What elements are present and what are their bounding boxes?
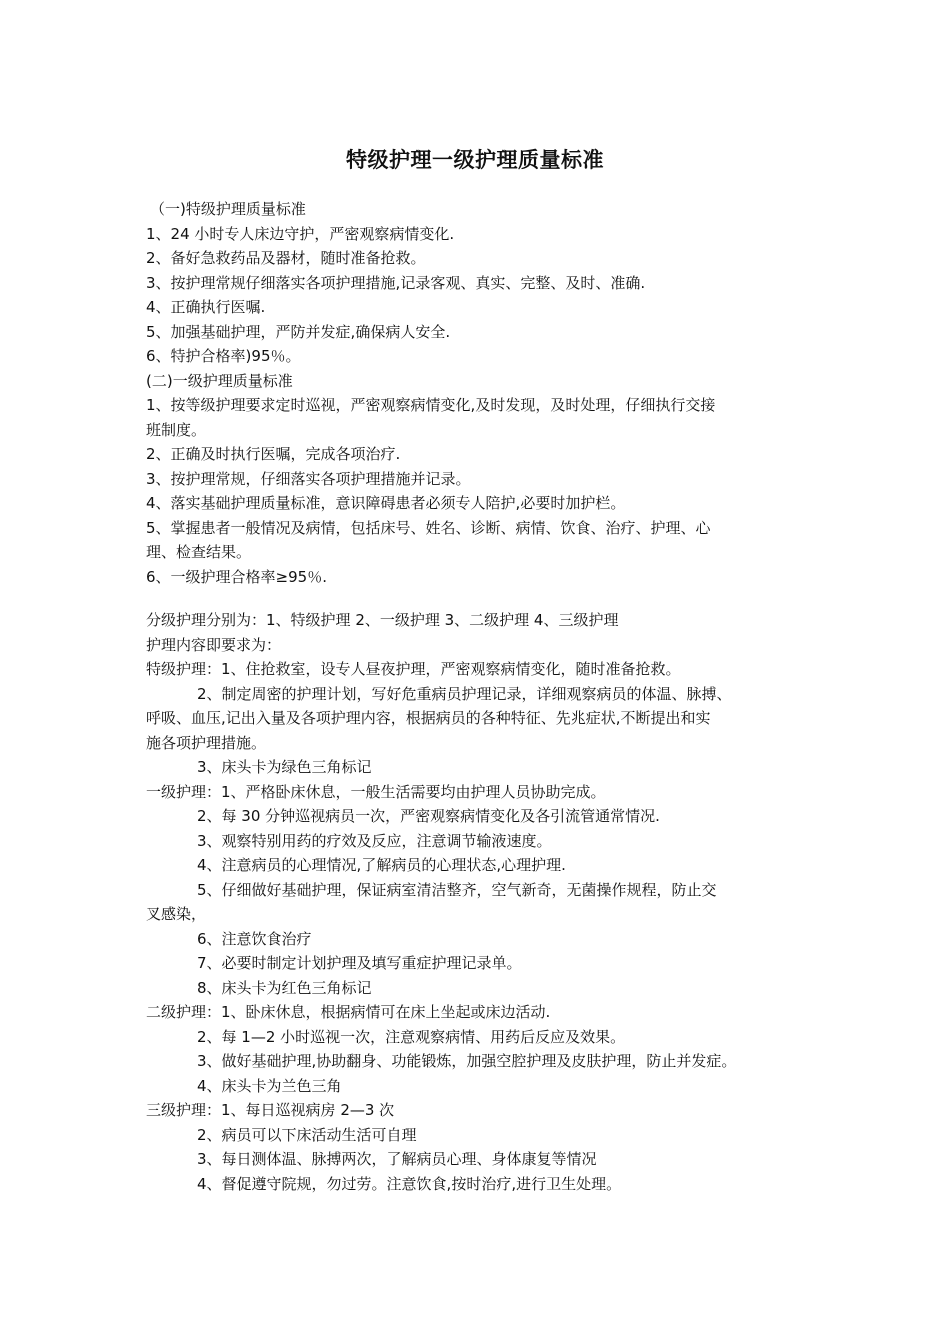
level1-care-item: 4、注意病员的心理情况,了解病员的心理状态,心理护理. [197, 856, 566, 874]
level2-care-item: 3、做好基础护理,协助翻身、功能锻炼，加强空腔护理及皮肤护理，防止并发症。 [197, 1052, 737, 1070]
level1-care-item: 5、仔细做好基础护理，保证病室清洁整齐，空气新奇，无菌操作规程，防止交 [197, 880, 717, 899]
section2-item: 1、按等级护理要求定时巡视，严密观察病情变化,及时发现，及时处理，仔细执行交接 [146, 396, 716, 414]
section1-item: 5、加强基础护理，严防并发症,确保病人安全. [146, 322, 451, 341]
special-care-item: 施各项护理措施。 [146, 733, 267, 752]
level1-care-item: 8、床头卡为红色三角标记 [197, 978, 372, 997]
level3-care-item: 2、病员可以下床活动生活可自理 [197, 1125, 417, 1144]
section2-item: 3、按护理常规，仔细落实各项护理措施并记录。 [146, 469, 471, 488]
section1-item: 4、正确执行医嘱. [146, 298, 266, 316]
levels-intro-line: 分级护理分别为：1、特级护理 2、一级护理 3、二级护理 4、三级护理 [146, 611, 619, 629]
special-care-item: 2、制定周密的护理计划，写好危重病员护理记录，详细观察病员的体温、脉搏、 [197, 684, 732, 703]
level3-care-item: 4、督促遵守院规，勿过劳。注意饮食,按时治疗,进行卫生处理。 [197, 1174, 622, 1193]
level1-care-item: 7、必要时制定计划护理及填写重症护理记录单。 [197, 954, 522, 972]
section2-item: 4、落实基础护理质量标准，意识障碍患者必须专人陪护,必要时加护栏。 [146, 494, 626, 512]
section2-item: 班制度。 [146, 420, 207, 439]
level1-care-item: 3、观察特别用药的疗效及反应，注意调节输液速度。 [197, 831, 552, 850]
section1-item: 1、24 小时专人床边守护，严密观察病情变化. [146, 224, 455, 243]
level3-care-item: 3、每日测体温、脉搏两次，了解病员心理、身体康复等情况 [197, 1150, 597, 1168]
level2-care-item: 2、每 1—2 小时巡视一次，注意观察病情、用药后反应及效果。 [197, 1027, 626, 1046]
level1-care-item: 2、每 30 分钟巡视病员一次，严密观察病情变化及各引流管通常情况. [197, 807, 660, 825]
section1-heading: （一)特级护理质量标准 [150, 200, 306, 218]
level1-care-item: 一级护理：1、严格卧床休息，一般生活需要均由护理人员协助完成。 [146, 782, 606, 801]
level1-care-item: 6、注意饮食治疗 [197, 929, 312, 948]
section2-item: 6、一级护理合格率≥95％. [146, 567, 327, 586]
section1-item: 3、按护理常规仔细落实各项护理措施,记录客观、真实、完整、及时、准确. [146, 273, 646, 292]
special-care-item: 呼吸、血压,记出入量及各项护理内容，根据病员的各种特征、先兆症状,不断提出和实 [146, 709, 711, 727]
section1-item: 2、备好急救药品及器材，随时准备抢救。 [146, 249, 426, 267]
section2-item: 5、掌握患者一般情况及病情，包括床号、姓名、诊断、病情、饮食、治疗、护理、心 [146, 518, 711, 537]
document-body [146, 197, 826, 1196]
special-care-item: 特级护理：1、住抢救室，设专人昼夜护理，严密观察病情变化，随时准备抢救。 [146, 660, 681, 678]
section2-heading: (二)一级护理质量标准 [146, 371, 293, 390]
level3-care-item: 三级护理：1、每日巡视病房 2—3 次 [146, 1101, 395, 1119]
levels-intro-line: 护理内容即要求为： [146, 635, 282, 654]
section2-item: 2、正确及时执行医嘱，完成各项治疗. [146, 445, 401, 463]
special-care-item: 3、床头卡为绿色三角标记 [197, 758, 372, 776]
section2-item: 理、检查结果。 [146, 543, 252, 561]
level2-care-item: 二级护理：1、卧床休息，根据病情可在床上坐起或床边活动. [146, 1003, 551, 1021]
level1-care-item: 叉感染， [146, 905, 207, 923]
page-title: 特级护理一级护理质量标准 [346, 148, 604, 172]
section1-item: 6、特护合格率)95％。 [146, 347, 301, 365]
paragraph-gap [146, 589, 826, 608]
level2-care-item: 4、床头卡为兰色三角 [197, 1076, 342, 1095]
